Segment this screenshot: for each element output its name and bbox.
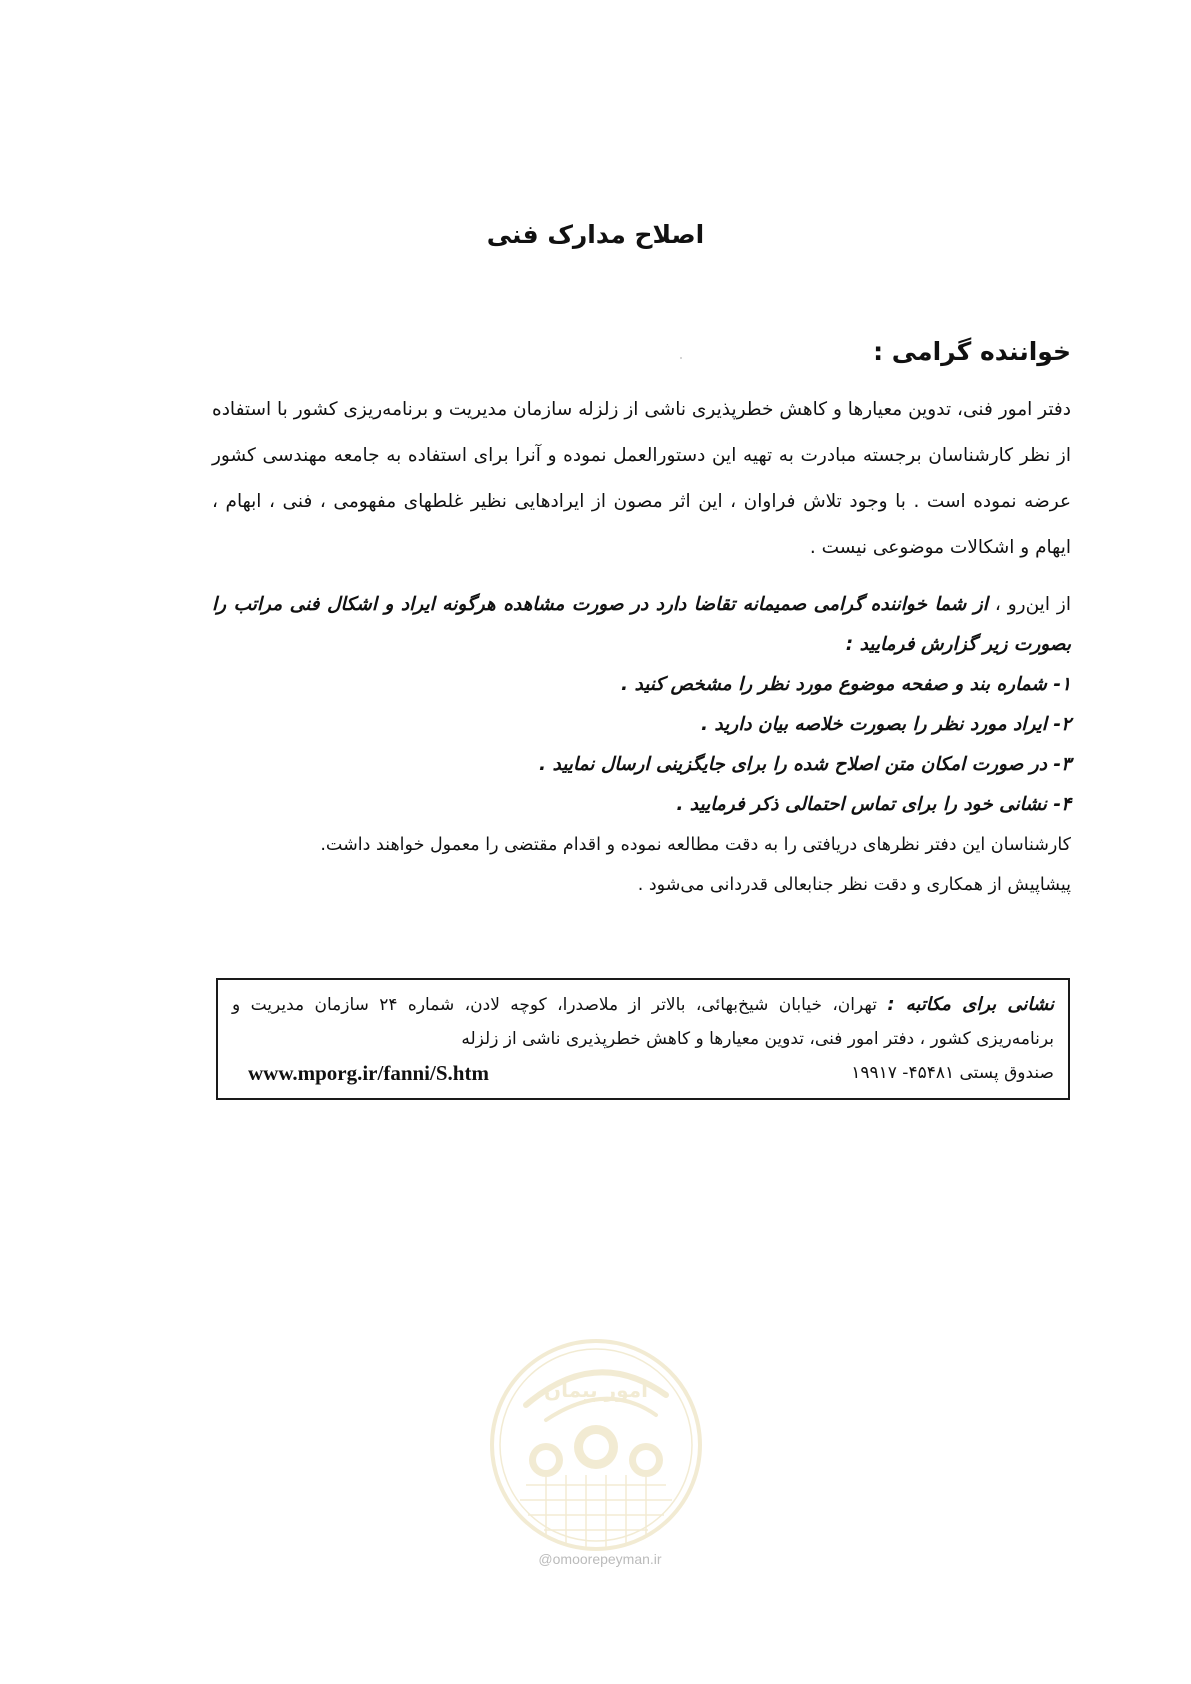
- instruction-list: [212, 665, 1071, 825]
- postal-row: [232, 1056, 1054, 1090]
- instruction-item: ۴- نشانی خود را برای تماس احتمالی ذکر فرمایید .: [676, 794, 1071, 815]
- page-title: اصلاح مدارک فنی: [486, 220, 705, 249]
- request-prefix: از این‌رو ،: [994, 594, 1071, 615]
- address-box: [216, 978, 1070, 1100]
- request-paragraph: [212, 585, 1071, 665]
- closing-line-2: پیشاپیش از همکاری و دقت نظر جنابعالی قدردانی می‌شود .: [637, 875, 1071, 895]
- instruction-item: ۲- ایراد مورد نظر را بصورت خلاصه بیان دارید .: [700, 714, 1071, 735]
- instruction-item: ۳- در صورت امکان متن اصلاح شده را برای جایگزینی ارسال نمایید .: [539, 754, 1071, 775]
- watermark-site: @omoorepeyman.ir: [538, 1551, 662, 1567]
- salutation: خواننده گرامی :: [873, 337, 1071, 366]
- request-emphasis: از شما خواننده گرامی صمیمانه تقاضا دارد در صورت مشاهده هرگونه ایراد و اشکال فنی مراتب را بصورت زیر گزارش فرمایید :: [212, 594, 1071, 655]
- watermark-logo-text: امور پیمان: [544, 1378, 648, 1402]
- address-paragraph: [232, 988, 1054, 1056]
- address-label: نشانی برای مکاتبه :: [887, 994, 1054, 1015]
- instruction-item: ۱- شماره بند و صفحه موضوع مورد نظر را مشخص کنید .: [621, 674, 1071, 695]
- postal-box: صندوق پستی ۴۵۴۸۱- ۱۹۹۱۷: [851, 1063, 1054, 1083]
- address-text: تهران، خیابان شیخ‌بهائی، بالاتر از ملاصدرا، کوچه لادن، شماره ۲۴ سازمان مدیریت و برنامه‌ریزی کشور ، دفتر امور فنی، تدوین معیارها و کاهش خطرپذیری ناشی از زلزله: [232, 995, 1054, 1049]
- document-body: [212, 335, 1071, 905]
- closing-line-1: کارشناسان این دفتر نظرهای دریافتی را به دقت مطالعه نموده و اقدام مقتضی را معمول خواهند داشت.: [320, 835, 1071, 855]
- website-url: www.mporg.ir/fanni/S.htm: [248, 1061, 489, 1085]
- intro-paragraph: دفتر امور فنی، تدوین معیارها و کاهش خطرپذیری ناشی از زلزله سازمان مدیریت و برنامه‌ریزی کشور با استفاده از نظر کارشناسان برجسته مبادرت به تهیه این دستورالعمل نموده و آنرا برای استفاده به جامعه مهندسی کشور عرضه نموده است . با وجود تلاش فراوان ، این اثر مصون از ایرادهایی نظیر غلطهای مفهومی ، فنی ، ابهام ، ایهام و اشکالات موضوعی نیست .: [212, 399, 1071, 558]
- watermark-logo-icon: [486, 1335, 706, 1555]
